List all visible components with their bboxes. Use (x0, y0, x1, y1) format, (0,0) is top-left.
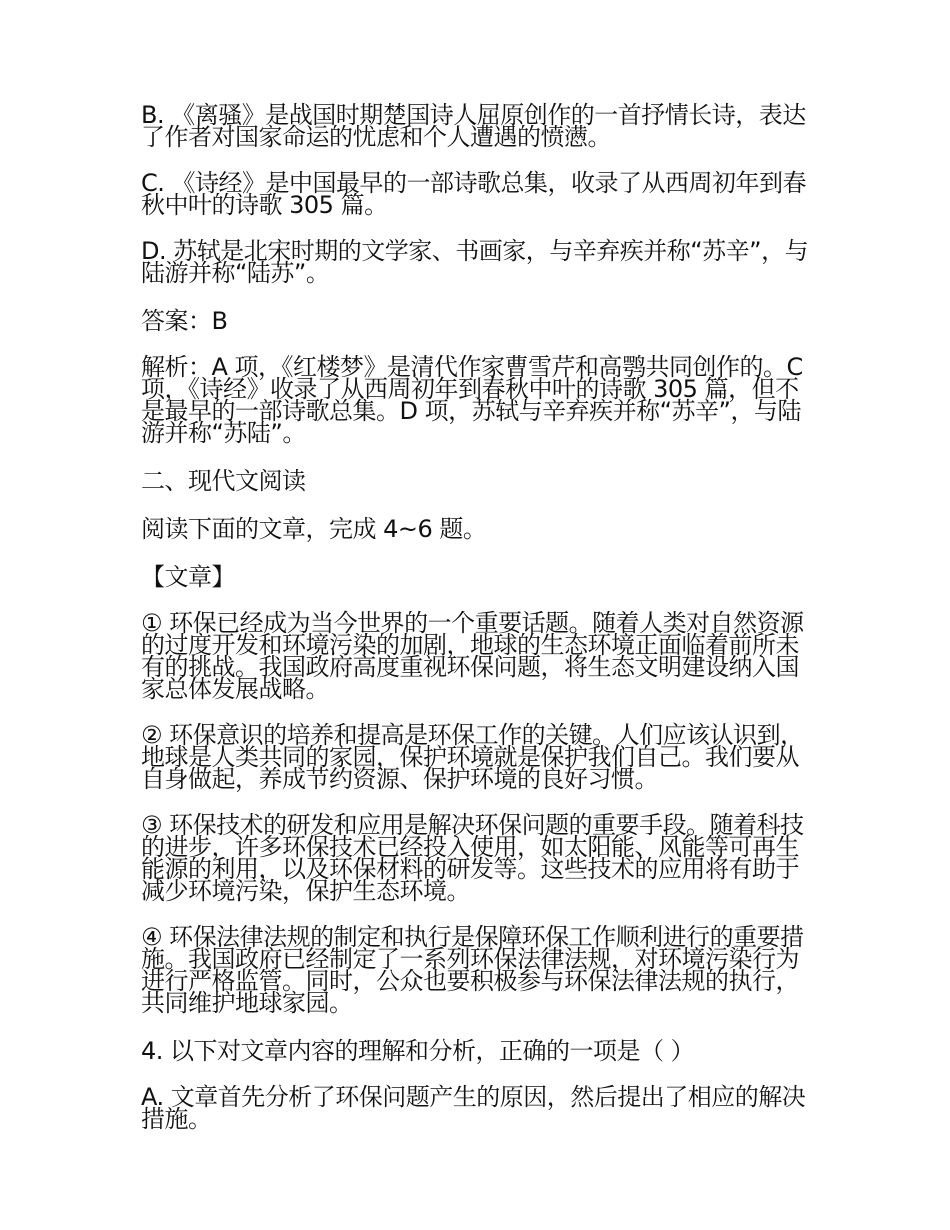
instruction: 阅读下面的文章，完成 4~6 题。 (141, 515, 487, 543)
article-paragraph-4: ④ 环保法律法规的制定和执行是保障环保工作顺利进行的重要措施。我国政府已经制定了一系列环保法律法规，对环境污染行为进行严格监管。同时，公众也要积极参与环保法律法规的执行，共同维护地球家园。 (141, 923, 804, 1017)
option-d: D. 苏轼是北宋时期的文学家、书画家，与辛弃疾并称“苏辛”，与陆游并称“陆苏”。 (141, 237, 809, 287)
article-label: 【文章】 (141, 563, 235, 591)
question-4: 4. 以下对文章内容的理解和分析，正确的一项是（ ） (141, 1037, 695, 1065)
section-heading: 二、现代文阅读 (141, 467, 306, 495)
option-b: B. 《离骚》是战国时期楚国诗人屈原创作的一首抒情长诗，表达了作者对国家命运的忧虑和个人遭遇的愤懑。 (141, 101, 806, 151)
document-page (141, 101, 813, 1154)
analysis: 解析：A 项，《红楼梦》是清代作家曹雪芹和高鹗共同创作的。C 项，《诗经》收录了从西周初年到春秋中叶的诗歌 305 篇，但不是最早的一部诗歌总集。D 项，苏轼与辛弃疾并称“苏辛”，与陆游并称“苏陆”。 (141, 353, 803, 447)
article-paragraph-2: ② 环保意识的培养和提高是环保工作的关键。人们应该认识到，地球是人类共同的家园，保护环境就是保护我们自己。我们要从自身做起，养成节约资源、保护环境的良好习惯。 (141, 721, 804, 793)
option-c: C. 《诗经》是中国最早的一部诗歌总集，收录了从西周初年到春秋中叶的诗歌 305 篇。 (141, 169, 807, 219)
article-paragraph-1: ① 环保已经成为当今世界的一个重要话题。随着人类对自然资源的过度开发和环境污染的加剧，地球的生态环境正面临着前所未有的挑战。我国政府高度重视环保问题，将生态文明建设纳入国家总体发展战略。 (141, 609, 804, 703)
article-paragraph-3: ③ 环保技术的研发和应用是解决环保问题的重要手段。随着科技的进步，许多环保技术已经投入使用，如太阳能、风能等可再生能源的利用，以及环保材料的研发等。这些技术的应用将有助于减少环境污染，保护生态环境。 (141, 811, 804, 905)
question-4-option-a: A. 文章首先分析了环保问题产生的原因，然后提出了相应的解决措施。 (141, 1083, 806, 1133)
answer: 答案：B (141, 307, 228, 335)
